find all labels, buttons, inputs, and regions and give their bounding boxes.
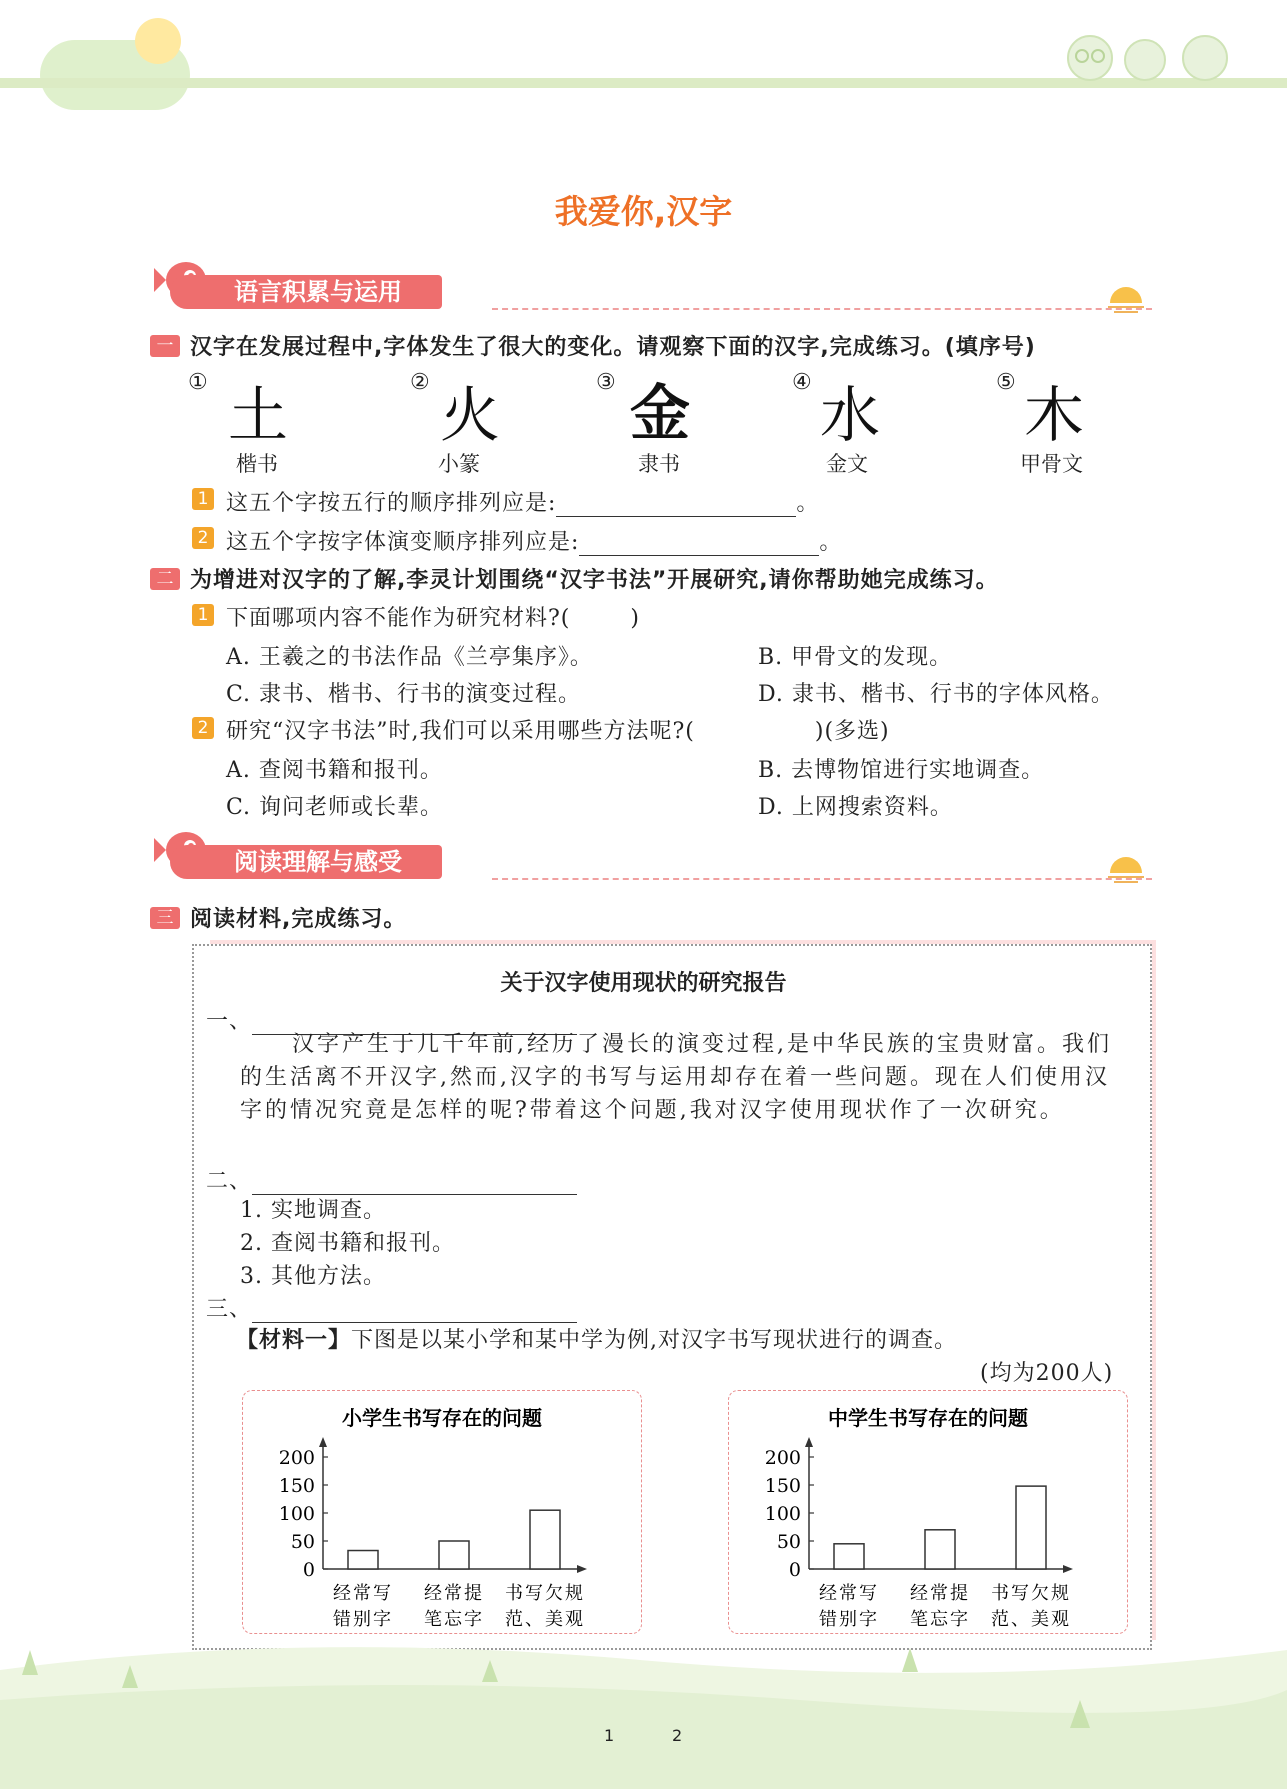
sub-number: 1: [192, 488, 214, 510]
char-glyph: 木: [1024, 381, 1084, 451]
sub-question: 研究“汉字书法”时,我们可以采用哪些方法呢?( )(多选): [226, 719, 890, 744]
bar: [348, 1551, 378, 1569]
question-1-text: 汉字在发展过程中,字体发生了很大的变化。请观察下面的汉字,完成练习。(填序号): [190, 335, 1036, 360]
heading-2: 二、: [206, 1164, 577, 1195]
chart-middle: [729, 1391, 1127, 1633]
sunset-icon: [1106, 853, 1146, 887]
char-glyph: 土: [228, 381, 288, 451]
y-tick-label: 50: [290, 1531, 315, 1553]
x-tick-label: 经常写: [819, 1583, 879, 1604]
option: C. 询问老师或长辈。: [226, 795, 444, 820]
method-item: 1. 实地调查。: [240, 1198, 386, 1223]
question-marker-2: 二: [150, 568, 180, 590]
chart-title: 中学生书写存在的问题: [828, 1406, 1028, 1430]
chart-title: 小学生书写存在的问题: [342, 1406, 542, 1430]
question-marker-1: 一: [150, 335, 180, 357]
heading-blank[interactable]: [252, 1170, 577, 1195]
heading-1: 一、: [206, 1004, 577, 1035]
section-divider: [492, 878, 1152, 880]
x-tick-label: 笔忘字: [910, 1609, 970, 1630]
heading-blank[interactable]: [252, 1298, 577, 1323]
ground-decoration: [0, 1630, 1287, 1789]
sub-question: 下面哪项内容不能作为研究材料?( ): [226, 606, 640, 631]
option: B. 去博物馆进行实地调查。: [758, 758, 1045, 783]
sub-number: 2: [192, 527, 214, 549]
y-axis-arrow: [319, 1437, 327, 1447]
sub-number: 1: [192, 604, 214, 626]
y-tick-label: 50: [776, 1531, 801, 1553]
x-tick-label: 笔忘字: [424, 1609, 484, 1630]
y-tick-label: 100: [278, 1503, 315, 1525]
char-label: 小篆: [438, 452, 480, 476]
report-title: 关于汉字使用现状的研究报告: [500, 971, 787, 996]
x-tick-label: 书写欠规: [505, 1583, 585, 1604]
section-banner-2: 阅读理解与感受: [170, 845, 442, 879]
char-label: 隶书: [638, 452, 680, 476]
sub-question: 这五个字按字体演变顺序排列应是: 。: [226, 530, 843, 555]
y-axis-arrow: [805, 1437, 813, 1447]
page-title: 我爱你,汉字: [554, 192, 733, 231]
char-label: 楷书: [236, 452, 278, 476]
answer-blank[interactable]: [556, 492, 796, 517]
char-label: 金文: [826, 452, 868, 476]
sunset-icon: [1106, 283, 1146, 317]
chart-box-middle: [728, 1390, 1128, 1634]
x-axis-arrow: [1063, 1565, 1073, 1573]
section-banner-1: 语言积累与运用: [170, 275, 442, 309]
sub-number: 2: [192, 717, 214, 739]
char-glyph: 金: [630, 379, 690, 449]
x-tick-label: 错别字: [819, 1609, 879, 1630]
x-tick-label: 书写欠规: [991, 1583, 1071, 1604]
material-line: 【材料一】下图是以某小学和某中学为例,对汉字书写现状进行的调查。: [236, 1328, 958, 1353]
option: A. 王羲之的书法作品《兰亭集序》。: [226, 645, 593, 670]
y-tick-label: 0: [302, 1559, 315, 1581]
report-paragraph: 汉字产生于几千年前,经历了漫长的演变过程,是中华民族的宝贵财富。我们的生活离不开汉字,然而,汉字的书写与运用却存在着一些问题。现在人们使用汉字的情况究竟是怎样的呢?带着这个问题,我对汉字使用现状作了一次研究。: [240, 1032, 1112, 1123]
x-axis-arrow: [577, 1565, 587, 1573]
method-item: 2. 查阅书籍和报刊。: [240, 1231, 455, 1256]
section-divider: [492, 308, 1152, 310]
bar: [834, 1544, 864, 1569]
char-glyph: 火: [440, 381, 500, 451]
x-tick-label: 经常写: [333, 1583, 393, 1604]
option: A. 查阅书籍和报刊。: [226, 758, 443, 783]
bar: [925, 1530, 955, 1569]
char-number: ⑤: [996, 370, 1016, 395]
char-number: ①: [188, 370, 208, 395]
option: C. 隶书、楷书、行书的演变过程。: [226, 682, 582, 707]
method-item: 3. 其他方法。: [240, 1264, 386, 1289]
char-label: 甲骨文: [1020, 452, 1083, 476]
char-number: ②: [410, 370, 430, 395]
y-tick-label: 200: [278, 1447, 315, 1469]
char-glyph: 水: [820, 381, 880, 451]
y-tick-label: 100: [764, 1503, 801, 1525]
bar: [1016, 1486, 1046, 1569]
page-number: 1: [604, 1726, 615, 1745]
sub-question: 这五个字按五行的顺序排列应是: 。: [226, 491, 820, 516]
answer-blank[interactable]: [579, 531, 819, 556]
x-tick-label: 范、美观: [505, 1609, 585, 1630]
question-3-text: 阅读材料,完成练习。: [190, 907, 407, 932]
x-tick-label: 错别字: [333, 1609, 393, 1630]
y-tick-label: 0: [788, 1559, 801, 1581]
sun-decoration: [135, 18, 181, 64]
char-number: ④: [792, 370, 812, 395]
option: D. 隶书、楷书、行书的字体风格。: [758, 682, 1114, 707]
y-tick-label: 150: [764, 1475, 801, 1497]
option: D. 上网搜索资料。: [758, 795, 953, 820]
chart-box-primary: [242, 1390, 642, 1634]
heading-3: 三、: [206, 1292, 577, 1323]
x-tick-label: 范、美观: [991, 1609, 1071, 1630]
material-note: (均为200人): [980, 1361, 1114, 1386]
question-2-text: 为增进对汉字的了解,李灵计划围绕“汉字书法”开展研究,请你帮助她完成练习。: [190, 568, 999, 593]
y-tick-label: 200: [764, 1447, 801, 1469]
animal-decoration-icon: [1060, 28, 1250, 84]
question-marker-3: 三: [150, 907, 180, 929]
page-number: 2: [672, 1726, 683, 1745]
char-number: ③: [596, 370, 616, 395]
x-tick-label: 经常提: [910, 1583, 970, 1604]
bar: [439, 1541, 469, 1569]
option: B. 甲骨文的发现。: [758, 645, 953, 670]
bar: [530, 1510, 560, 1569]
x-tick-label: 经常提: [424, 1583, 484, 1604]
chart-primary: [243, 1391, 641, 1633]
y-tick-label: 150: [278, 1475, 315, 1497]
